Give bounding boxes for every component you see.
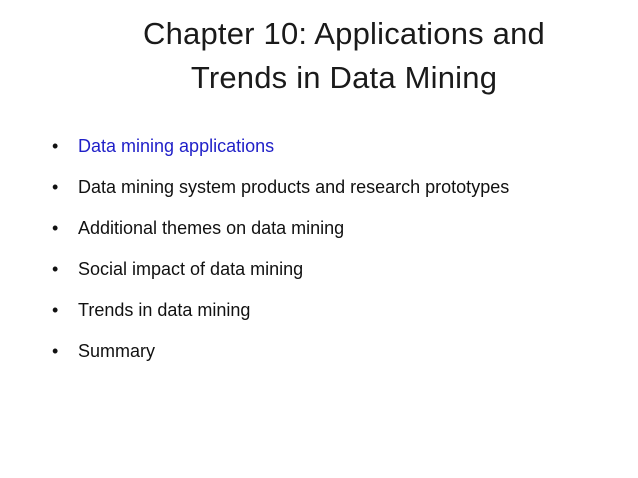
- bullet-text: Summary: [78, 341, 156, 361]
- bullet-text: Data mining applications: [78, 136, 275, 156]
- bullet-list: [52, 126, 612, 372]
- bullet-text: Social impact of data mining: [78, 259, 304, 279]
- slide-title-line-2: Trends in Data Mining: [190, 60, 498, 95]
- slide-title: [84, 12, 604, 100]
- bullet-icon: •: [52, 300, 59, 320]
- bullet-icon: •: [52, 218, 59, 238]
- bullet-item-additional-themes: [52, 208, 612, 249]
- bullet-icon: •: [52, 341, 59, 361]
- bullet-icon: •: [52, 259, 59, 279]
- bullet-item-social-impact: [52, 249, 612, 290]
- bullet-item-summary: [52, 331, 612, 372]
- bullet-item-data-mining-applications: [52, 126, 612, 167]
- slide-title-line-1: Chapter 10: Applications and: [143, 16, 545, 51]
- bullet-text: Trends in data mining: [78, 300, 251, 320]
- bullet-text: Additional themes on data mining: [78, 218, 345, 238]
- bullet-item-system-products: [52, 167, 612, 208]
- bullet-icon: •: [52, 136, 59, 156]
- bullet-item-trends: [52, 290, 612, 331]
- bullet-text: Data mining system products and research prototypes: [78, 177, 510, 197]
- bullet-icon: •: [52, 177, 59, 197]
